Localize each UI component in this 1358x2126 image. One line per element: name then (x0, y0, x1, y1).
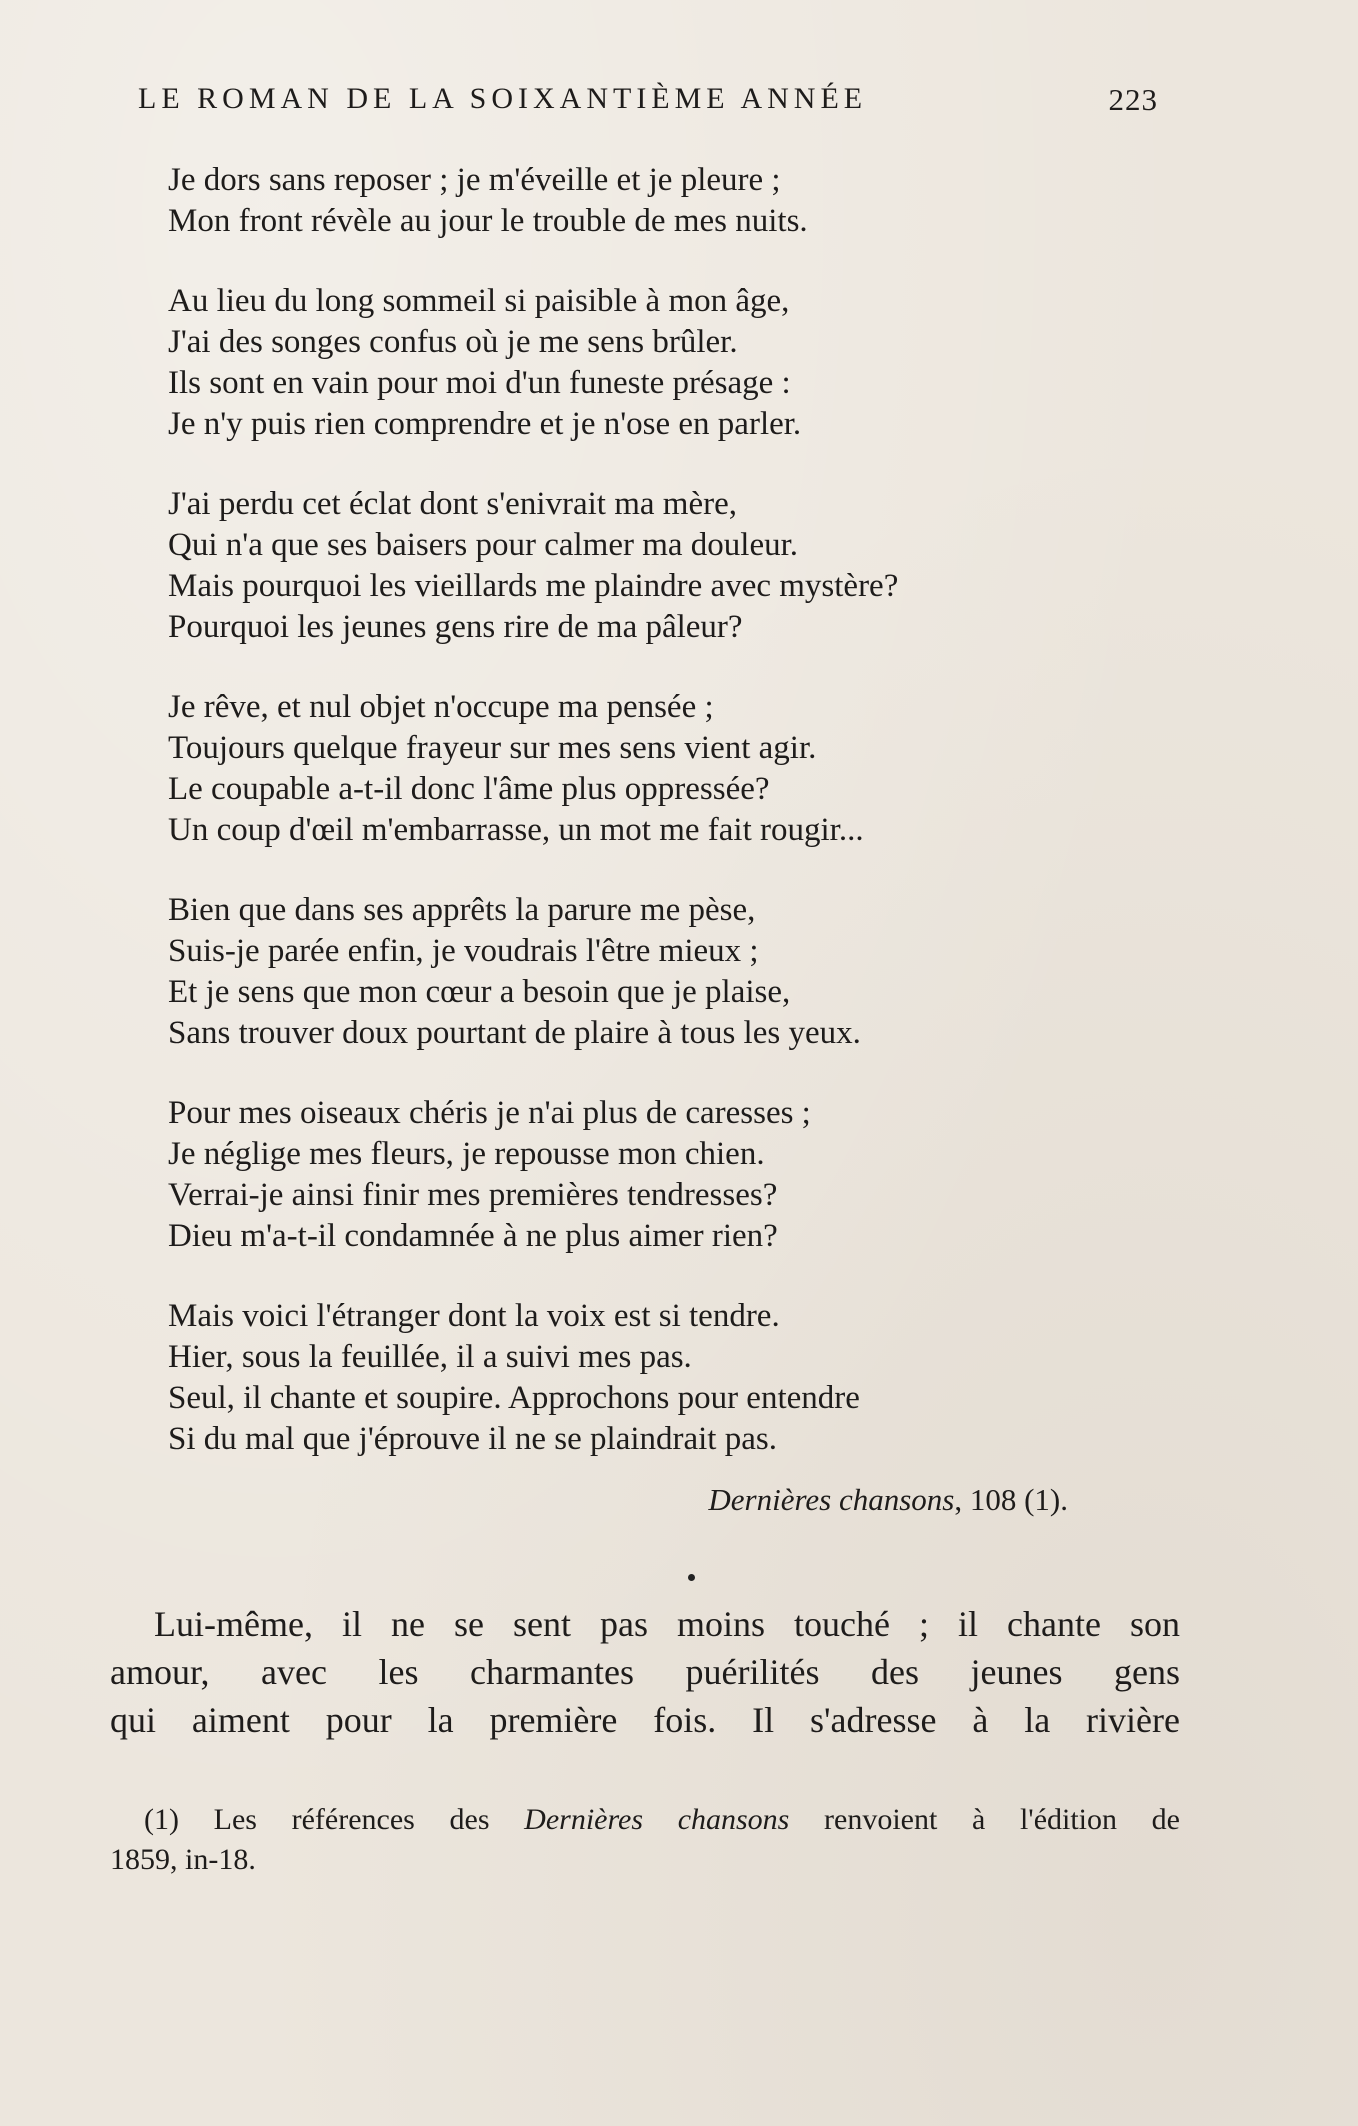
stanza (168, 890, 1158, 1054)
poem-line: J'ai des songes confus où je me sens brûler. (168, 324, 738, 360)
stanza (168, 1296, 1158, 1460)
poem-line: Je néglige mes fleurs, je repousse mon chien. (168, 1136, 765, 1172)
poem-citation (708, 1482, 1068, 1518)
stanza (168, 1093, 1158, 1257)
poem-line: Bien que dans ses apprêts la parure me pèse, (168, 892, 756, 928)
poem-line: Toujours quelque frayeur sur mes sens vient agir. (168, 730, 817, 766)
poem-line: Ils sont en vain pour moi d'un funeste présage : (168, 365, 791, 401)
poem-line: Mais voici l'étranger dont la voix est si tendre. (168, 1298, 780, 1334)
poem-line: Pour mes oiseaux chéris je n'ai plus de caresses ; (168, 1095, 811, 1131)
poem-line: Mon front révèle au jour le trouble de mes nuits. (168, 203, 808, 239)
paragraph-line: amour, avec les charmantes puérilités des jeunes gens (110, 1652, 1180, 1692)
footnote-line: 1859, in-18. (110, 1843, 256, 1876)
poem-line: Je n'y puis rien comprendre et je n'ose en parler. (168, 406, 802, 442)
poem-line: Hier, sous la feuillée, il a suivi mes pas. (168, 1339, 692, 1375)
citation-title: Dernières chansons (708, 1482, 955, 1517)
poem-line: Seul, il chante et soupire. Approchons pour entendre (168, 1380, 860, 1416)
body-paragraph (110, 1600, 1180, 1744)
paragraph-line: qui aiment pour la première fois. Il s'adresse à la rivière (110, 1700, 1180, 1740)
footnote-marker: (1) Les références des (144, 1803, 525, 1836)
footnote-line (110, 1800, 1180, 1840)
poem-line: Qui n'a que ses baisers pour calmer ma douleur. (168, 527, 799, 563)
stanza (168, 160, 1158, 242)
poem-line: Dieu m'a-t-il condamnée à ne plus aimer rien? (168, 1218, 778, 1254)
poem-line: Pourquoi les jeunes gens rire de ma pâleur? (168, 609, 743, 645)
running-title: LE ROMAN DE LA SOIXANTIÈME ANNÉE (138, 82, 868, 115)
poem-line: Et je sens que mon cœur a besoin que je plaise, (168, 974, 791, 1010)
poem-line: Si du mal que j'éprouve il ne se plaindrait pas. (168, 1421, 777, 1457)
poem-line: Je rêve, et nul objet n'occupe ma pensée ; (168, 689, 714, 725)
footnote-rest: renvoient à l'édition de (789, 1803, 1180, 1836)
footnote-title: Dernières chansons (524, 1803, 790, 1836)
separator-dot (688, 1574, 695, 1581)
poem-line: Mais pourquoi les vieillards me plaindre avec mystère? (168, 568, 899, 604)
poem-line: Le coupable a-t-il donc l'âme plus oppressée? (168, 771, 770, 807)
citation-ref: , 108 (1). (954, 1482, 1068, 1517)
footnote (110, 1800, 1180, 1880)
poem-line: Au lieu du long sommeil si paisible à mon âge, (168, 283, 790, 319)
paragraph-line: Lui-même, il ne se sent pas moins touché ; il chante son (154, 1604, 1180, 1644)
poem-line: Sans trouver doux pourtant de plaire à tous les yeux. (168, 1015, 861, 1051)
stanza (168, 484, 1158, 648)
poem-line: Suis-je parée enfin, je voudrais l'être mieux ; (168, 933, 759, 969)
poem-line: Je dors sans reposer ; je m'éveille et je pleure ; (168, 162, 781, 198)
poem-line: Verrai-je ainsi finir mes premières tendresses? (168, 1177, 778, 1213)
poem (168, 160, 1158, 1499)
poem-line: J'ai perdu cet éclat dont s'enivrait ma mère, (168, 486, 737, 522)
poem-line: Un coup d'œil m'embarrasse, un mot me fait rougir... (168, 812, 864, 848)
page-header (138, 82, 1158, 128)
page-number: 223 (1108, 82, 1158, 117)
stanza (168, 281, 1158, 445)
stanza (168, 687, 1158, 851)
